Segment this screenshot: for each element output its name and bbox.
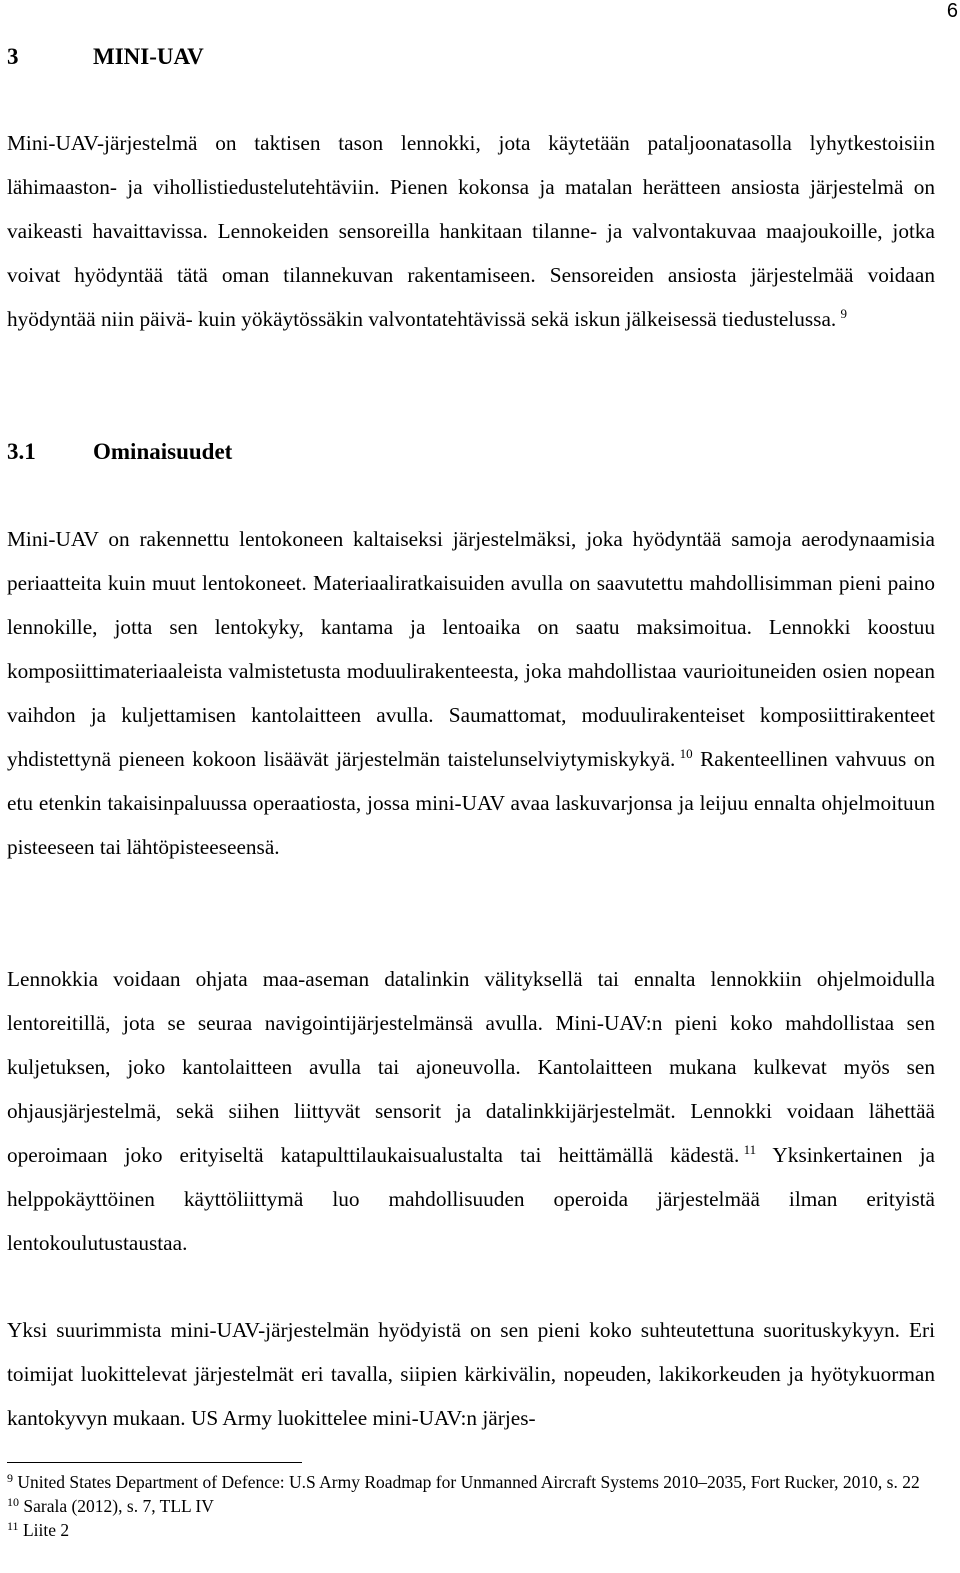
section-paragraph-3 (7, 1308, 935, 1440)
section-title: Ominaisuudet (93, 439, 233, 464)
page-number: 6 (946, 0, 958, 22)
footnote-number: 11 (7, 1519, 19, 1533)
section-paragraph-2 (7, 957, 935, 1265)
footnote-separator (7, 1462, 302, 1463)
footnote (7, 1518, 937, 1542)
section-number: 3.1 (7, 439, 36, 464)
footnote (7, 1470, 937, 1494)
footnote (7, 1494, 937, 1518)
footnote-ref-11: 11 (743, 1142, 757, 1157)
footnote-ref-10: 10 (679, 746, 693, 761)
section-paragraph-2-text-b: Yksinkertainen ja helppokäyttöinen käyttöliittymä luo mahdollisuuden operoida järjestelmää ilman erityistä lentokoulutustaustaa. (7, 1143, 935, 1255)
footnote-number: 10 (7, 1495, 19, 1509)
section-paragraph-1 (7, 517, 935, 869)
footnote-text: Sarala (2012), s. 7, TLL IV (23, 1496, 214, 1516)
footnote-text: Liite 2 (22, 1520, 70, 1540)
section-paragraph-1-text-a: Mini-UAV on rakennettu lentokoneen kaltaiseksi järjestelmäksi, joka hyödyntää samoja aerodynaamisia periaatteita kuin muut lentokoneet. Materiaaliratkaisuiden avulla on saavutettu mahdollisimman pieni paino lennokille, jotta sen lentokyky, kantama ja lentoaika on saatu maksimoitua. Lennokki koostuu komposiittimateriaaleista valmistetusta moduulirakenteesta, joka mahdollistaa vaurioituneiden osien nopean vaihdon ja kuljettamisen kantolaitteen avulla. Saumattomat, moduulirakenteiset komposiittirakenteet yhdistettynä pieneen kokoon lisäävät järjestelmän taistelunselviytymiskykyä. (7, 527, 935, 771)
section-paragraph-3-text: Yksi suurimmista mini-UAV-järjestelmän hyödyistä on sen pieni koko suhteutettuna suorituskykyyn. Eri toimijat luokittelevat järjestelmät eri tavalla, siipien kärkivälin, nopeuden, lakikorkeuden ja hyötykuorman kantokyvyn mukaan. US Army luokittelee mini-UAV:n järjes- (7, 1318, 935, 1430)
section-heading (7, 437, 232, 467)
footnotes (7, 1470, 937, 1542)
chapter-number: 3 (7, 44, 19, 69)
footnote-number: 9 (7, 1471, 13, 1485)
section-paragraph-2-text-a: Lennokkia voidaan ohjata maa-aseman datalinkin välityksellä tai ennalta lennokkiin ohjelmoidulla lentoreitillä, jota se seuraa navigointijärjestelmänsä avulla. Mini-UAV:n pieni koko mahdollistaa sen kuljetuksen, joko kantolaitteen avulla tai ajoneuvolla. Kantolaitteen mukana kulkevat myös sen ohjausjärjestelmä, sekä siihen liittyvät sensorit ja datalinkkijärjestelmät. Lennokki voidaan lähettää operoimaan joko erityiseltä katapulttilaukaisualustalta tai heittämällä kädestä. (7, 967, 935, 1167)
footnote-text: United States Department of Defence: U.S Army Roadmap for Unmanned Aircraft Systems 2010–2035, Fort Rucker, 2010, s. 22 (17, 1472, 920, 1492)
intro-text: Mini-UAV-järjestelmä on taktisen tason lennokki, jota käytetään pataljoonatasolla lyhytkestoisiin lähimaaston- ja vihollistiedustelutehtäviin. Pienen kokonsa ja matalan herätteen ansiosta järjestelmä on vaikeasti havaittavissa. Lennokeiden sensoreilla hankitaan tilanne- ja valvontakuvaa maajoukoille, jotka voivat hyödyntää tätä oman tilannekuvan rakentamiseen. Sensoreiden ansiosta järjestelmää voidaan hyödyntää niin päivä- kuin yökäytössäkin valvontatehtävissä sekä iskun jälkeisessä tiedustelussa. (7, 131, 935, 331)
footnote-ref-9: 9 (840, 306, 847, 321)
chapter-title: MINI-UAV (93, 44, 204, 69)
intro-paragraph (7, 121, 935, 341)
section-paragraph-1-text-b: Rakenteellinen vahvuus on etu etenkin takaisinpaluussa operaatiosta, jossa mini-UAV avaa laskuvarjonsa ja leijuu ennalta ohjelmoituun pisteeseen tai lähtöpisteeseensä. (7, 747, 936, 859)
chapter-heading (7, 42, 204, 72)
